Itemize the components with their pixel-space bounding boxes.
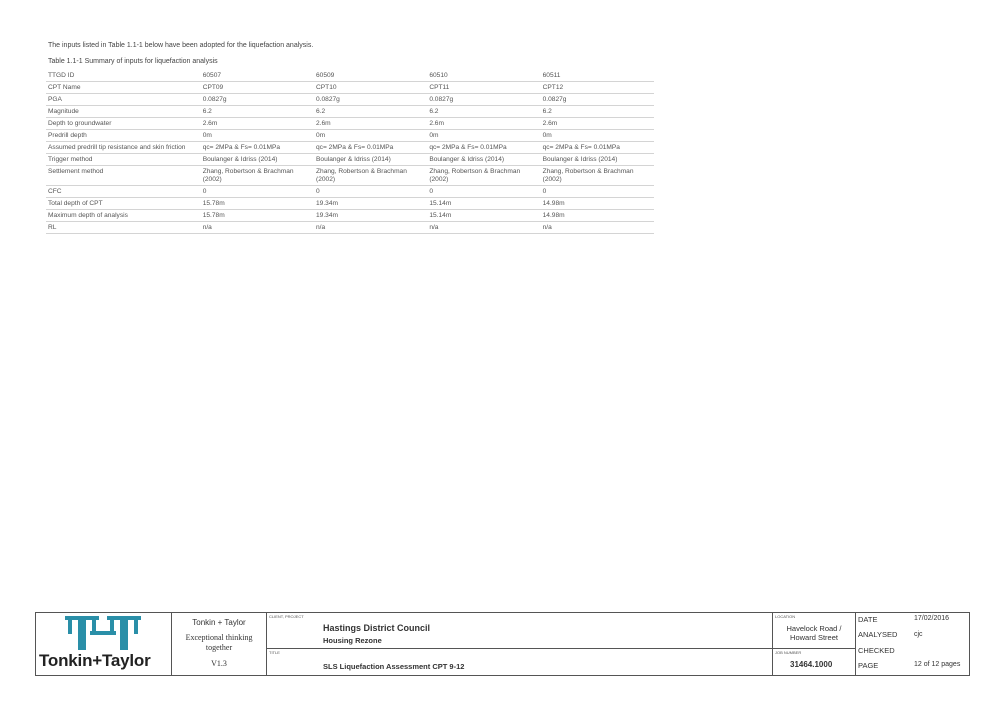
location: [773, 624, 855, 642]
company-logo: [36, 613, 171, 675]
client-name: Hastings District Council: [323, 623, 431, 633]
table-cell: qc= 2MPa & Fs= 0.01MPa: [201, 142, 314, 154]
table-cell: Boulanger & Idriss (2014): [201, 154, 314, 166]
table-cell: CPT09: [201, 82, 314, 94]
analysed-label: ANALYSED: [858, 630, 898, 639]
table-cell: 0m: [427, 130, 540, 142]
table-cell: qc= 2MPa & Fs= 0.01MPa: [541, 142, 654, 154]
job-number-label: JOB NUMBER: [775, 650, 802, 655]
table-cell: 0.0827g: [427, 94, 540, 106]
job-number: 31464.1000: [790, 660, 833, 669]
row-label: Magnitude: [46, 106, 201, 118]
date-label: DATE: [858, 615, 878, 624]
table-cell: 15.14m: [427, 198, 540, 210]
project-name: Housing Rezone: [323, 636, 382, 645]
table-cell: n/a: [541, 222, 654, 234]
row-label: RL: [46, 222, 201, 234]
row-label: Settlement method: [46, 166, 201, 186]
table-cell: Boulanger & Idriss (2014): [427, 154, 540, 166]
tagline-line-1: Exceptional thinking: [185, 633, 253, 642]
table-cell: Zhang, Robertson & Brachman (2002): [201, 166, 314, 186]
location-label: LOCATION: [775, 614, 796, 619]
table-row: [46, 210, 654, 222]
tt-logo-icon: [65, 616, 141, 650]
table-row: [46, 70, 654, 82]
location-line-1: Havelock Road /: [786, 624, 842, 633]
table-cell: Zhang, Robertson & Brachman (2002): [541, 166, 654, 186]
table-cell: 19.34m: [314, 210, 427, 222]
table-cell: 15.78m: [201, 198, 314, 210]
table-cell: Zhang, Robertson & Brachman (2002): [314, 166, 427, 186]
table-cell: 2.6m: [427, 118, 540, 130]
title-label: TITLE: [269, 650, 280, 655]
table-row: [46, 142, 654, 154]
table-cell: 0: [427, 186, 540, 198]
company-tagline: [172, 633, 266, 653]
drawing-title: SLS Liquefaction Assessment CPT 9-12: [323, 662, 465, 671]
intro-text: The inputs listed in Table 1.1-1 below have been adopted for the liquefaction analysis.: [48, 42, 314, 49]
table-row: [46, 118, 654, 130]
table-cell: 0: [314, 186, 427, 198]
table-cell: 0.0827g: [314, 94, 427, 106]
table-cell: 14.98m: [541, 210, 654, 222]
row-label: Maximum depth of analysis: [46, 210, 201, 222]
table-cell: qc= 2MPa & Fs= 0.01MPa: [314, 142, 427, 154]
row-label: PGA: [46, 94, 201, 106]
table-cell: 60509: [314, 70, 427, 82]
company-name: Tonkin + Taylor: [192, 618, 246, 627]
table-cell: 6.2: [314, 106, 427, 118]
table-cell: CPT10: [314, 82, 427, 94]
table-row: [46, 166, 654, 186]
table-cell: 15.78m: [201, 210, 314, 222]
table-cell: 60507: [201, 70, 314, 82]
table-cell: 0.0827g: [541, 94, 654, 106]
table-cell: 6.2: [541, 106, 654, 118]
table-cell: Boulanger & Idriss (2014): [541, 154, 654, 166]
table-cell: 15.14m: [427, 210, 540, 222]
analysed-value: cjc: [914, 631, 923, 638]
row-label: CFC: [46, 186, 201, 198]
table-cell: CPT12: [541, 82, 654, 94]
table-cell: 0m: [541, 130, 654, 142]
table-row: [46, 186, 654, 198]
table-cell: qc= 2MPa & Fs= 0.01MPa: [427, 142, 540, 154]
row-label: Predrill depth: [46, 130, 201, 142]
table-cell: 2.6m: [201, 118, 314, 130]
row-label: Depth to groundwater: [46, 118, 201, 130]
table-cell: 2.6m: [314, 118, 427, 130]
table-row: [46, 198, 654, 210]
row-label: Trigger method: [46, 154, 201, 166]
page-value: 12 of 12 pages: [914, 661, 961, 668]
checked-label: CHECKED: [858, 646, 895, 655]
table-cell: CPT11: [427, 82, 540, 94]
table-cell: Boulanger & Idriss (2014): [314, 154, 427, 166]
version: V1.3: [211, 659, 227, 668]
location-line-2: Howard Street: [790, 633, 838, 642]
table-cell: 0.0827g: [201, 94, 314, 106]
table-cell: 0m: [201, 130, 314, 142]
table-cell: Zhang, Robertson & Brachman (2002): [427, 166, 540, 186]
title-block: [35, 612, 970, 676]
table-row: [46, 82, 654, 94]
table-row: [46, 222, 654, 234]
row-label: CPT Name: [46, 82, 201, 94]
date-value: 17/02/2016: [914, 615, 950, 622]
table-cell: 6.2: [427, 106, 540, 118]
table-row: [46, 94, 654, 106]
table-cell: 0m: [314, 130, 427, 142]
table-cell: 60510: [427, 70, 540, 82]
table-cell: 60511: [541, 70, 654, 82]
company-block: [172, 613, 266, 675]
table-cell: n/a: [314, 222, 427, 234]
tagline-line-2: together: [205, 643, 233, 652]
table-cell: 0: [541, 186, 654, 198]
table-cell: 2.6m: [541, 118, 654, 130]
table-row: [46, 130, 654, 142]
table-row: [46, 106, 654, 118]
client-label: CLIENT, PROJECT: [269, 614, 304, 619]
table-caption: Table 1.1-1 Summary of inputs for liquefaction analysis: [48, 58, 218, 65]
page-label: PAGE: [858, 661, 879, 670]
table-cell: 0: [201, 186, 314, 198]
inputs-table: [46, 70, 654, 234]
table-cell: n/a: [201, 222, 314, 234]
row-label: Assumed predrill tip resistance and skin friction: [46, 142, 201, 154]
row-label: TTGD ID: [46, 70, 201, 82]
table-cell: 19.34m: [314, 198, 427, 210]
row-label: Total depth of CPT: [46, 198, 201, 210]
table-cell: n/a: [427, 222, 540, 234]
table-cell: 6.2: [201, 106, 314, 118]
logo-wordmark: Tonkin+Taylor: [39, 651, 151, 670]
table-cell: 14.98m: [541, 198, 654, 210]
table-row: [46, 154, 654, 166]
